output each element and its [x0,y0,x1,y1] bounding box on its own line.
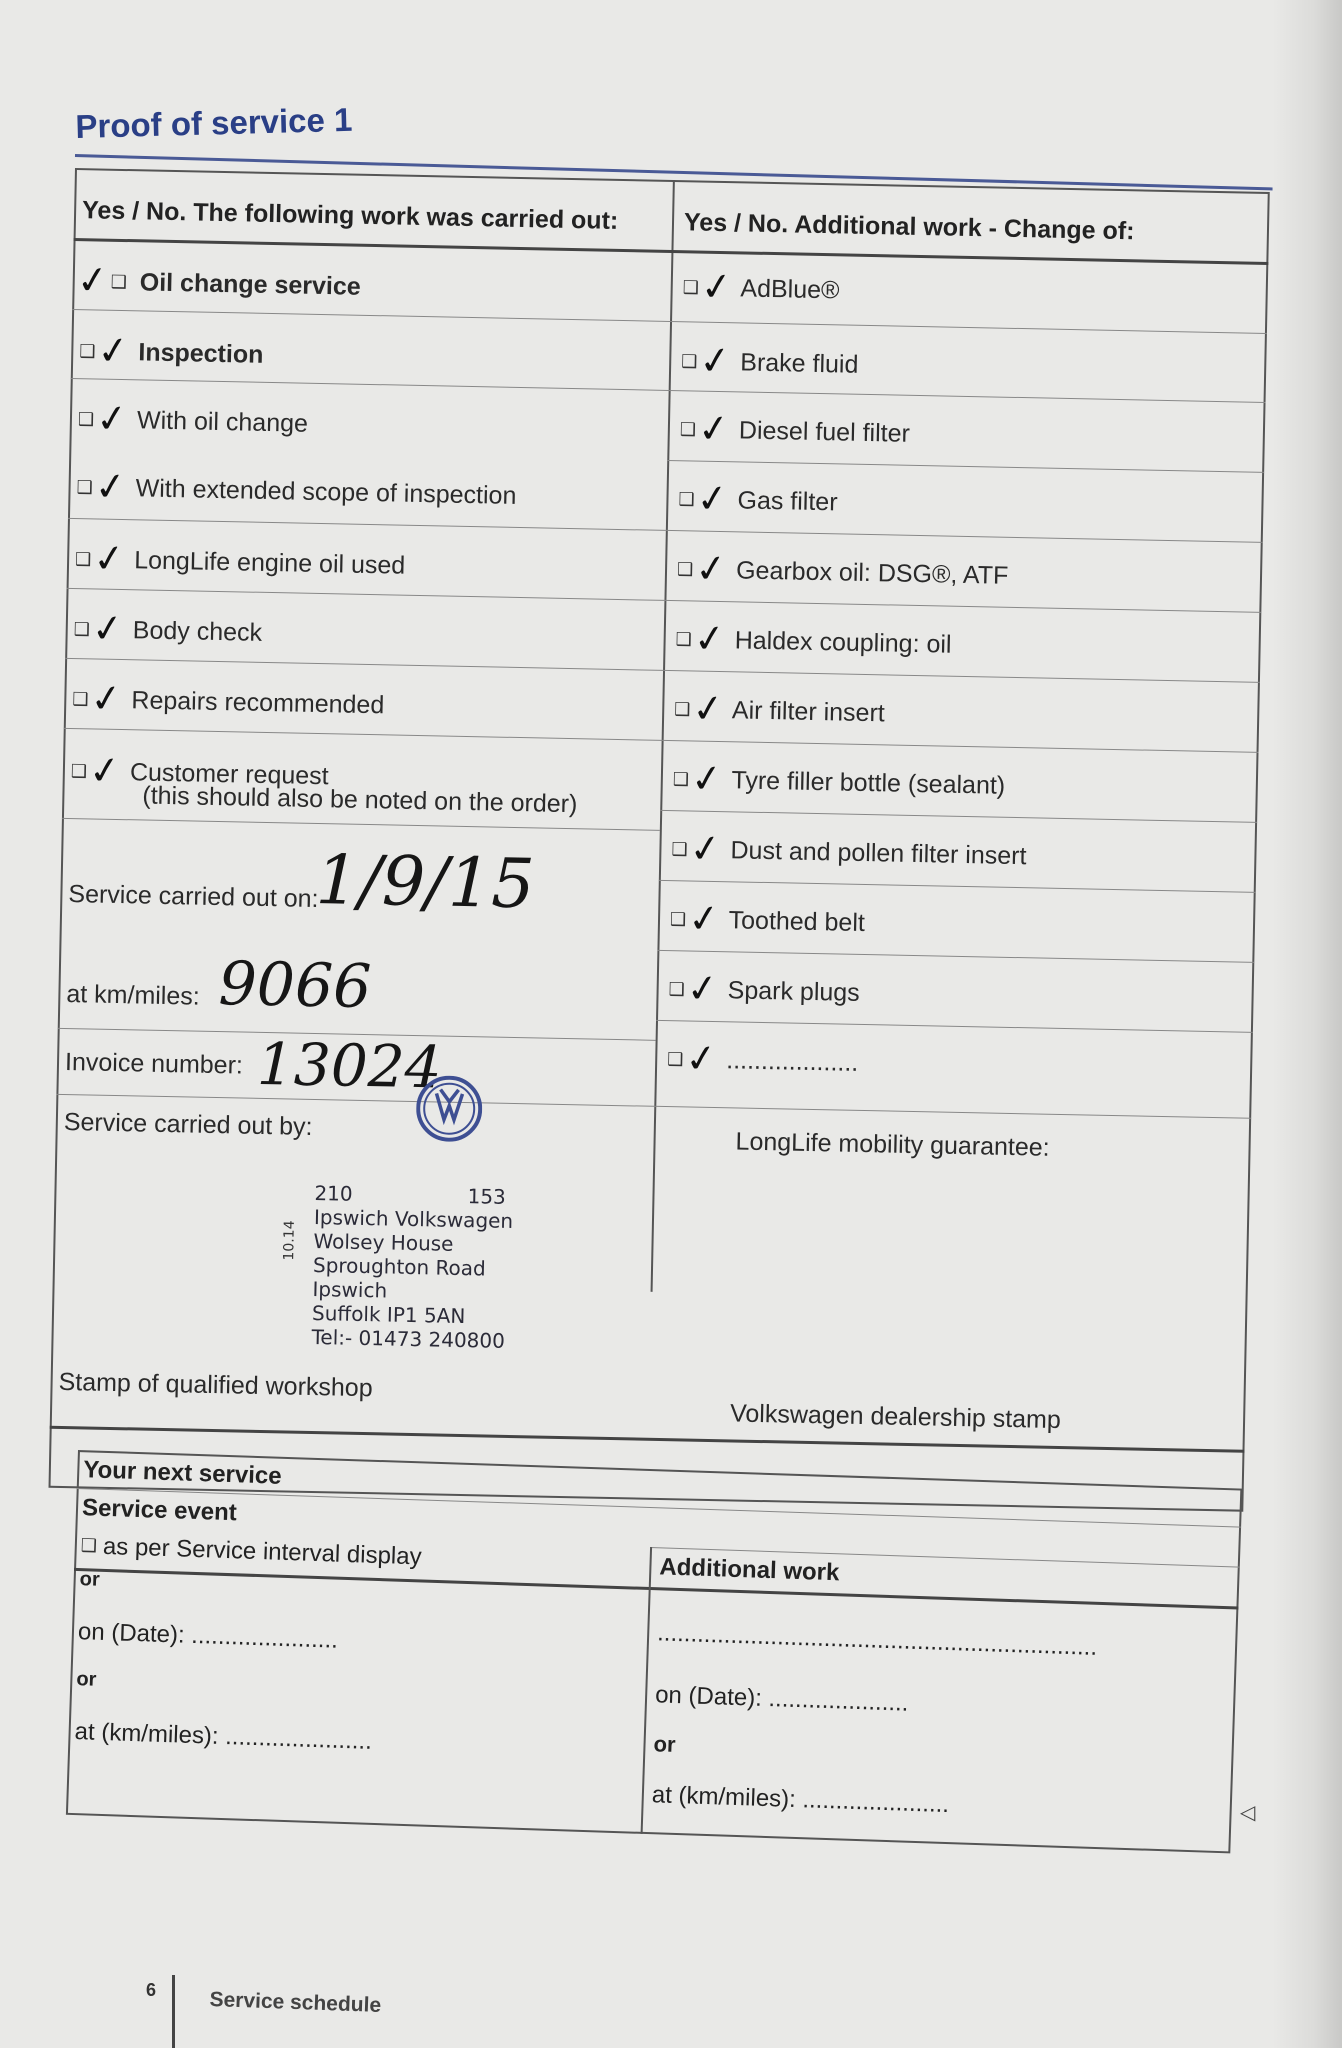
stamp-line: Tel:- 01473 240800 [311,1324,506,1353]
tick-mark: ✓ [92,462,130,511]
row-other [667,1036,859,1084]
next-at-km: at (km/miles): ...................... [74,1718,373,1755]
invoice-label: Invoice number: [64,1047,244,1080]
tick-mark: ✓ [685,894,723,943]
stamp-line: Ipswich [312,1276,388,1303]
stamp-label: Stamp of qualified workshop [58,1367,373,1403]
workshop-stamp [281,1073,537,1353]
row-label: Diesel fuel filter [738,416,911,448]
vw-logo-icon [416,1075,483,1142]
service-event-label: Service event [81,1494,238,1527]
stamp-line: Suffolk IP1 5AN [311,1300,466,1329]
row-oil-change-service [74,256,362,308]
checkbox-icon: ❑ [80,1535,98,1557]
row-body-check [73,606,262,654]
row-label: Brake fluid [740,348,859,379]
or-label: or [79,1568,101,1591]
row-label: ................... [726,1046,859,1077]
left-header: Yes / No. The following work was carried out: [81,196,619,235]
row-diesel-fuel-filter [679,406,910,455]
service-date-handwritten: 1/9/15 [314,840,536,925]
tick-mark: ✓ [89,604,127,653]
tick-mark: ✓ [93,394,131,443]
row-label: Customer request [129,758,329,791]
additional-at-km: at (km/miles): ...................... [651,1781,950,1819]
checkbox-icon: ❑ [671,839,688,861]
row-adblue [682,264,840,311]
or-label: or [76,1668,97,1691]
row-label: LongLife engine oil used [133,546,406,580]
row-label: Gas filter [737,486,838,517]
tick-mark: ✓ [691,614,729,663]
checkbox-icon: ❑ [669,909,687,931]
row-gas-filter [678,476,838,523]
row-spark-plugs [668,966,860,1014]
next-service-section [66,1450,1242,1853]
tick-mark: ✓ [688,754,726,803]
page-title: Proof of service 1 [75,100,353,145]
next-service-heading: Your next service [82,1456,283,1490]
checkbox-icon: ❑ [74,549,92,571]
checkbox-icon: ❑ [679,419,697,441]
page-number: 6 [146,1980,157,2000]
tick-mark: ✓ [684,964,722,1013]
stamp-code-right: 153 [467,1184,507,1209]
checkbox-icon: ❑ [678,489,695,511]
row-brake-fluid [681,338,859,386]
checkbox-icon: ❑ [674,699,691,721]
additional-dotted-line: .................................................................. [656,1619,1098,1661]
service-date-label: Service carried out on: [68,880,319,914]
tick-mark: ✓ [682,1034,720,1083]
stamp-vertical-date: 10.14 [281,1220,298,1261]
mileage-label: at km/miles: [66,979,201,1011]
checkbox-icon: ❑ [79,341,96,363]
row-dust-pollen-filter [671,826,1027,877]
row-gearbox-oil [677,546,1009,597]
row-repairs-recommended [72,676,385,726]
row-label: Body check [132,616,263,647]
checkbox-icon: ❑ [70,761,88,783]
tick-mark: ✓ [90,534,128,583]
checkbox-icon: ❑ [76,477,93,499]
or-label: or [653,1731,676,1757]
tick-mark: ✓ [694,474,731,523]
row-with-oil-change [78,396,309,445]
row-label: Tyre filler bottle (sealant) [731,766,1006,800]
additional-on-date: on (Date): ..................... [654,1681,909,1717]
row-longlife-oil [75,536,406,587]
checkbox-icon: ❑ [110,271,128,294]
page-turn-arrow-icon: ◁ [1240,1802,1256,1824]
interval-display-label: as per Service interval display [102,1532,423,1571]
checkbox-icon: ❑ [675,629,693,651]
tick-mark: ✓ [687,824,724,873]
checkbox-icon: ❑ [676,559,694,581]
checkbox-icon: ❑ [681,351,698,373]
checkbox-icon: ❑ [672,769,690,791]
dealer-stamp-label: Volkswagen dealership stamp [729,1399,1062,1435]
row-label: With extended scope of inspection [135,474,517,510]
checkbox-icon: ❑ [668,979,685,1001]
invoice-handwritten: 13024 [256,1029,443,1102]
row-tyre-filler [672,756,1005,807]
stamp-line: Ipswich Volkswagen [313,1205,514,1234]
row-haldex-coupling [675,616,952,666]
row-label: With oil change [136,406,309,438]
row-air-filter [674,686,885,734]
page-shadow [1272,0,1342,2048]
tick-mark: ✓ [87,674,125,723]
row-label: Haldex coupling: oil [734,626,952,659]
row-label: Oil change service [139,268,362,301]
tick-mark: ✓ [86,746,124,795]
tick-mark: ✓ [695,404,733,453]
row-label: Gearbox oil: DSG®, ATF [735,556,1009,590]
footer-section: Service schedule [209,1988,382,2017]
tick-mark: ✓ [698,262,736,311]
checkbox-icon: ❑ [682,277,700,299]
row-label: Inspection [138,338,264,369]
checkbox-icon: ❑ [73,619,91,641]
tick-mark: ✓ [689,684,727,733]
right-header: Yes / No. Additional work - Change of: [683,208,1135,246]
row-toothed-belt [670,896,866,944]
mileage-handwritten: 9066 [217,949,373,1023]
row-label: Repairs recommended [131,686,385,720]
row-inspection [79,328,264,376]
tick-mark: ✓ [696,336,734,385]
checkbox-icon: ❑ [667,1049,684,1071]
checkbox-icon: ❑ [72,689,89,711]
tick-mark: ✓ [692,544,730,593]
additional-work-label: Additional work [658,1553,840,1587]
tick-mark: ✓ [74,256,112,304]
next-on-date: on (Date): ...................... [77,1618,339,1654]
row-label: AdBlue® [740,274,840,305]
row-label: Dust and pollen filter insert [730,836,1027,871]
guarantee-label: LongLife mobility guarantee: [735,1127,1050,1162]
footer-divider [172,1975,175,2048]
stamp-line: Sproughton Road [312,1253,487,1281]
row-extended-scope [76,464,517,517]
row-customer-request-note: (this should also be noted on the order) [142,781,578,819]
row-label: Air filter insert [731,696,886,728]
tick-mark: ✓ [94,326,132,375]
row-label: Spark plugs [727,976,861,1007]
stamp-line: Wolsey House [313,1229,454,1256]
stamp-code-left: 210 [314,1181,353,1206]
checkbox-icon: ❑ [77,409,95,431]
row-label: Toothed belt [728,906,866,938]
carried-out-by-label: Service carried out by: [63,1107,313,1141]
proof-of-service-table [49,168,1270,1512]
